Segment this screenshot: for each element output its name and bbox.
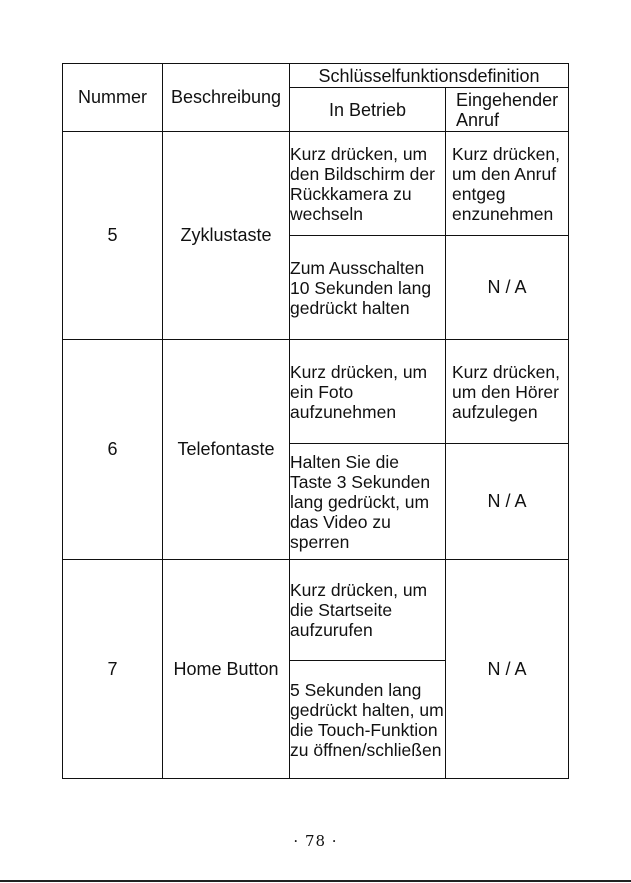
in-operation-cell: Kurz drücken, um den Bildschirm der Rückkamera zu wechseln (290, 132, 446, 236)
incoming-call-cell: N / A (446, 560, 569, 779)
in-operation-cell: Halten Sie die Taste 3 Sekunden lang gedrückt, um das Video zu sperren (290, 444, 446, 560)
incoming-call-cell: N / A (446, 236, 569, 340)
key-function-table (62, 63, 569, 779)
in-operation-cell: Zum Ausschalten 10 Sekunden lang gedrückt halten (290, 236, 446, 340)
header-in-operation: In Betrieb (290, 88, 446, 132)
row-description: Zyklustaste (163, 132, 290, 340)
header-number: Nummer (63, 64, 163, 132)
row-description: Telefontaste (163, 340, 290, 560)
page-number: · 78 · (293, 832, 338, 850)
row-number: 7 (63, 560, 163, 779)
incoming-call-cell: Kurz drücken, um den Hörer aufzulegen (446, 340, 569, 444)
table-row (63, 560, 569, 661)
in-operation-cell: Kurz drücken, um ein Foto aufzunehmen (290, 340, 446, 444)
incoming-call-cell: N / A (446, 444, 569, 560)
incoming-call-cell: Kurz drücken, um den Anruf entgeg enzunehmen (446, 132, 569, 236)
in-operation-cell: Kurz drücken, um die Startseite aufzurufen (290, 560, 446, 661)
in-operation-cell: 5 Sekunden lang gedrückt halten, um die Touch-Funktion zu öffnen/schließen (290, 661, 446, 779)
table-row (63, 340, 569, 444)
row-number: 5 (63, 132, 163, 340)
header-key-function: Schlüsselfunktionsdefinition (290, 64, 569, 88)
header-description: Beschreibung (163, 64, 290, 132)
header-incoming-call: Eingehender Anruf (446, 88, 569, 132)
table-row (63, 132, 569, 236)
bottom-divider (0, 880, 631, 882)
row-description: Home Button (163, 560, 290, 779)
row-number: 6 (63, 340, 163, 560)
